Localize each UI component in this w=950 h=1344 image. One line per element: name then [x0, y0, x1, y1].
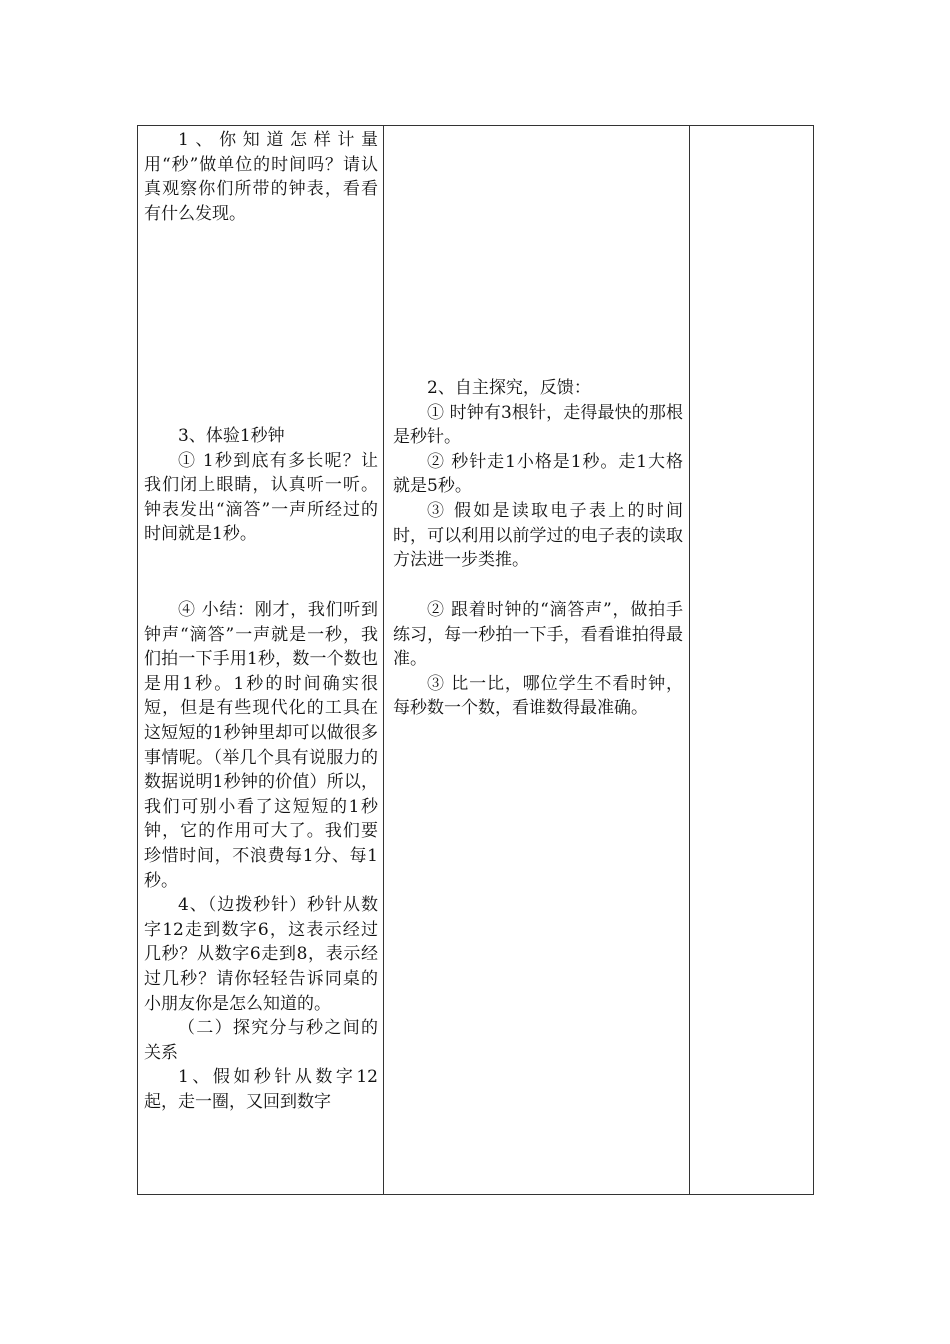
paragraph: 3、体验1秒钟 [178, 426, 285, 446]
paragraph: ② 秒针走1小格是1秒。走1大格就是5秒。 [393, 451, 683, 497]
paragraph: ② 跟着时钟的“滴答声”，做拍手练习，每一秒拍一下手，看看谁拍得最准。 [393, 600, 683, 670]
right-column-cell [690, 126, 813, 1194]
paragraph: 2、自主探究，反馈： [427, 378, 591, 398]
left-block-2 [144, 424, 378, 547]
left-block-1 [144, 128, 378, 226]
paragraph: ① 1秒到底有多长呢？让我们闭上眼睛，认真听一听。钟表发出“滴答”一声所经过的时间就是1秒。 [144, 450, 378, 545]
paragraph: ④ 小结：刚才，我们听到钟声“滴答”一声就是一秒，我们拍一下手用1秒，数一个数也是用1秒。1秒的时间确实很短，但是有些现代化的工具在这短短的1秒钟里却可以做很多事情呢。（举几个具有说服力的数据说明1秒钟的价值）所以，我们可别小看了这短短的1秒钟，它的作用可大了。我们要珍惜时间，不浪费每1分、每1秒。 [144, 600, 378, 891]
paragraph: ① 时钟有3根针，走得最快的那根是秒针。 [393, 402, 683, 448]
left-column-cell [138, 126, 384, 1194]
middle-column-cell [384, 126, 690, 1194]
middle-block-1 [393, 376, 683, 573]
paragraph: 4、（边拨秒针）秒针从数字12走到数字6，这表示经过几秒？从数字6走到8，表示经过几秒？请你轻轻告诉同桌的小朋友你是怎么知道的。 [144, 895, 378, 1014]
paragraph: （二）探究分与秒之间的关系 [144, 1018, 378, 1063]
paragraph: 1、假如秒针从数字12起，走一圈，又回到数字 [144, 1067, 378, 1112]
middle-block-2 [393, 598, 683, 721]
paragraph: ③ 假如是读取电子表上的时间时，可以利用以前学过的电子表的读取方法进一步类推。 [393, 500, 683, 571]
lesson-plan-table [137, 125, 814, 1195]
paragraph: 1、你知道怎样计量用“秒”做单位的时间吗？请认真观察你们所带的钟表，看看有什么发现。 [144, 130, 378, 224]
paragraph: ③ 比一比，哪位学生不看时钟，每秒数一个数，看谁数得最准确。 [393, 673, 683, 719]
left-block-3 [144, 598, 378, 1114]
